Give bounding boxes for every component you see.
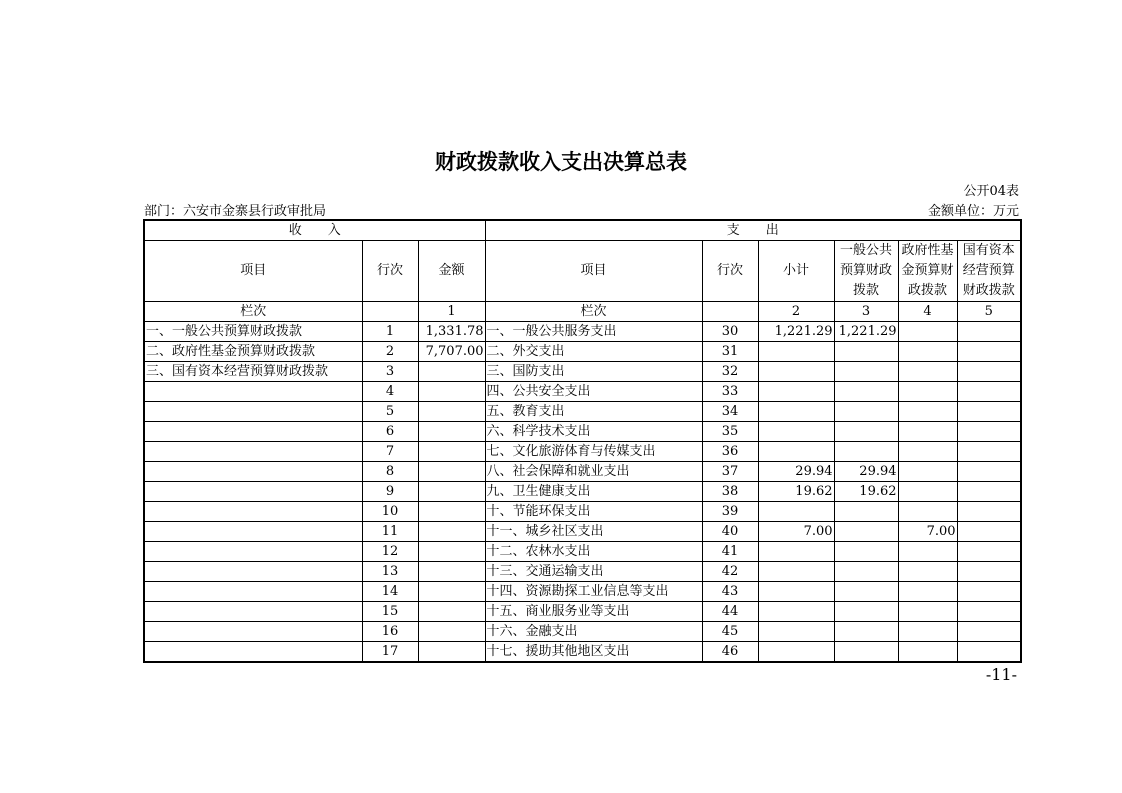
- expense-fund-cell: [898, 602, 957, 622]
- income-amount-cell: 7,707.00: [418, 342, 485, 362]
- expense-subtotal-cell: 1,221.29: [758, 322, 834, 342]
- expense-capital-cell: [957, 642, 1021, 663]
- header-line-no: 行次: [362, 241, 418, 302]
- table-row: [144, 422, 1021, 442]
- income-amount-cell: 1,331.78: [418, 322, 485, 342]
- income-amount-cell: [418, 542, 485, 562]
- income-amount-cell: [418, 642, 485, 663]
- expense-item-cell: 八、社会保障和就业支出: [485, 462, 702, 482]
- expense-item-cell: 十二、农林水支出: [485, 542, 702, 562]
- header-gov-fund: 政府性基金预算财政拨款: [898, 241, 957, 302]
- income-line-no-cell: 7: [362, 442, 418, 462]
- expense-line-no-cell: 33: [702, 382, 758, 402]
- expense-item-cell: 十七、援助其他地区支出: [485, 642, 702, 663]
- income-amount-cell: [418, 402, 485, 422]
- income-amount-cell: [418, 562, 485, 582]
- income-amount-cell: [418, 462, 485, 482]
- expense-general-cell: [834, 402, 898, 422]
- income-line-no-cell: 5: [362, 402, 418, 422]
- table-row: [144, 482, 1021, 502]
- expense-fund-cell: [898, 642, 957, 663]
- income-line-no-cell: 14: [362, 582, 418, 602]
- expense-capital-cell: [957, 362, 1021, 382]
- expense-subtotal-cell: [758, 642, 834, 663]
- column-index-2: 2: [758, 302, 834, 322]
- expense-item-cell: 五、教育支出: [485, 402, 702, 422]
- column-index-empty: [362, 302, 418, 322]
- income-item-cell: 三、国有资本经营预算财政拨款: [144, 362, 362, 382]
- expense-general-cell: [834, 622, 898, 642]
- expense-fund-cell: [898, 462, 957, 482]
- page-title: 财政拨款收入支出决算总表: [435, 150, 687, 174]
- expense-item-cell: 四、公共安全支出: [485, 382, 702, 402]
- income-line-no-cell: 16: [362, 622, 418, 642]
- expense-fund-cell: 7.00: [898, 522, 957, 542]
- expense-subtotal-cell: [758, 342, 834, 362]
- expense-subtotal-cell: [758, 542, 834, 562]
- income-item-cell: [144, 462, 362, 482]
- expense-line-no-cell: 31: [702, 342, 758, 362]
- table-row: [144, 602, 1021, 622]
- unit-label: 金额单位：万元: [927, 204, 1019, 219]
- expense-subtotal-cell: [758, 362, 834, 382]
- income-line-no-cell: 8: [362, 462, 418, 482]
- income-line-no-cell: 17: [362, 642, 418, 663]
- income-line-no-cell: 13: [362, 562, 418, 582]
- income-line-no-cell: 15: [362, 602, 418, 622]
- income-amount-cell: [418, 582, 485, 602]
- expense-capital-cell: [957, 562, 1021, 582]
- expense-line-no-cell: 32: [702, 362, 758, 382]
- table-row: [144, 502, 1021, 522]
- column-index-row: [144, 302, 1021, 322]
- expense-line-no-cell: 44: [702, 602, 758, 622]
- expense-fund-cell: [898, 422, 957, 442]
- income-item-cell: [144, 642, 362, 663]
- income-item-cell: 二、政府性基金预算财政拨款: [144, 342, 362, 362]
- header-state-capital: 国有资本经营预算财政拨款: [957, 241, 1021, 302]
- expense-subtotal-cell: [758, 602, 834, 622]
- column-index-1: 1: [418, 302, 485, 322]
- form-number: 公开04表: [963, 184, 1019, 199]
- income-item-cell: [144, 582, 362, 602]
- income-item-cell: [144, 402, 362, 422]
- expense-capital-cell: [957, 482, 1021, 502]
- expense-item-cell: 十三、交通运输支出: [485, 562, 702, 582]
- expense-fund-cell: [898, 562, 957, 582]
- income-item-cell: [144, 562, 362, 582]
- header-item: 项目: [144, 241, 362, 302]
- expense-general-cell: [834, 502, 898, 522]
- expense-item-cell: 十、节能环保支出: [485, 502, 702, 522]
- income-amount-cell: [418, 422, 485, 442]
- header-amount: 金额: [418, 241, 485, 302]
- header-item-expense: 项目: [485, 241, 702, 302]
- income-item-cell: [144, 522, 362, 542]
- expense-line-no-cell: 45: [702, 622, 758, 642]
- table-row: [144, 342, 1021, 362]
- income-item-cell: [144, 502, 362, 522]
- table-row: [144, 442, 1021, 462]
- section-header-row: [144, 220, 1021, 241]
- income-item-cell: [144, 622, 362, 642]
- expense-general-cell: 29.94: [834, 462, 898, 482]
- column-index-label: 栏次: [144, 302, 362, 322]
- expense-general-cell: [834, 542, 898, 562]
- expense-line-no-cell: 34: [702, 402, 758, 422]
- table-row: [144, 322, 1021, 342]
- expense-subtotal-cell: [758, 422, 834, 442]
- income-line-no-cell: 11: [362, 522, 418, 542]
- expense-subtotal-cell: 7.00: [758, 522, 834, 542]
- expense-item-cell: 六、科学技术支出: [485, 422, 702, 442]
- expense-fund-cell: [898, 622, 957, 642]
- expense-fund-cell: [898, 342, 957, 362]
- expense-line-no-cell: 40: [702, 522, 758, 542]
- income-line-no-cell: 3: [362, 362, 418, 382]
- income-line-no-cell: 9: [362, 482, 418, 502]
- table-row: [144, 542, 1021, 562]
- expense-subtotal-cell: [758, 582, 834, 602]
- column-index-3: 3: [834, 302, 898, 322]
- expense-line-no-cell: 46: [702, 642, 758, 663]
- expense-line-no-cell: 37: [702, 462, 758, 482]
- header-general-budget: 一般公共预算财政拨款: [834, 241, 898, 302]
- expense-item-cell: 十四、资源勘探工业信息等支出: [485, 582, 702, 602]
- table-row: [144, 582, 1021, 602]
- expense-subtotal-cell: 29.94: [758, 462, 834, 482]
- expense-capital-cell: [957, 582, 1021, 602]
- table-row: [144, 382, 1021, 402]
- expense-general-cell: [834, 562, 898, 582]
- expense-general-cell: [834, 382, 898, 402]
- table-row: [144, 622, 1021, 642]
- expense-item-cell: 一、一般公共服务支出: [485, 322, 702, 342]
- expense-line-no-cell: 43: [702, 582, 758, 602]
- expense-fund-cell: [898, 582, 957, 602]
- expense-fund-cell: [898, 442, 957, 462]
- expense-item-cell: 十一、城乡社区支出: [485, 522, 702, 542]
- expense-item-cell: 十六、金融支出: [485, 622, 702, 642]
- income-amount-cell: [418, 602, 485, 622]
- expense-line-no-cell: 41: [702, 542, 758, 562]
- income-amount-cell: [418, 622, 485, 642]
- expense-fund-cell: [898, 502, 957, 522]
- expense-general-cell: [834, 422, 898, 442]
- expense-subtotal-cell: [758, 502, 834, 522]
- expense-capital-cell: [957, 522, 1021, 542]
- column-index-empty-expense: [702, 302, 758, 322]
- table-row: [144, 362, 1021, 382]
- expense-capital-cell: [957, 402, 1021, 422]
- table-row: [144, 402, 1021, 422]
- expense-general-cell: 19.62: [834, 482, 898, 502]
- expense-item-cell: 九、卫生健康支出: [485, 482, 702, 502]
- department-label: 部门：六安市金寨县行政审批局: [144, 204, 327, 219]
- expense-subtotal-cell: [758, 402, 834, 422]
- expense-general-cell: 1,221.29: [834, 322, 898, 342]
- income-item-cell: [144, 482, 362, 502]
- expense-subtotal-cell: [758, 382, 834, 402]
- expense-item-cell: 三、国防支出: [485, 362, 702, 382]
- expense-fund-cell: [898, 482, 957, 502]
- column-index-4: 4: [898, 302, 957, 322]
- expense-general-cell: [834, 342, 898, 362]
- expense-general-cell: [834, 602, 898, 622]
- expense-capital-cell: [957, 342, 1021, 362]
- expense-subtotal-cell: [758, 562, 834, 582]
- income-amount-cell: [418, 362, 485, 382]
- expense-capital-cell: [957, 462, 1021, 482]
- table-row: [144, 522, 1021, 542]
- expense-line-no-cell: 30: [702, 322, 758, 342]
- expense-general-cell: [834, 582, 898, 602]
- income-line-no-cell: 6: [362, 422, 418, 442]
- expense-capital-cell: [957, 602, 1021, 622]
- income-amount-cell: [418, 442, 485, 462]
- header-line-no-expense: 行次: [702, 241, 758, 302]
- expense-general-cell: [834, 522, 898, 542]
- income-item-cell: [144, 422, 362, 442]
- income-amount-cell: [418, 482, 485, 502]
- expense-capital-cell: [957, 442, 1021, 462]
- income-item-cell: [144, 542, 362, 562]
- expense-item-cell: 二、外交支出: [485, 342, 702, 362]
- table-row: [144, 562, 1021, 582]
- expense-item-cell: 十五、商业服务业等支出: [485, 602, 702, 622]
- expense-line-no-cell: 38: [702, 482, 758, 502]
- expense-line-no-cell: 35: [702, 422, 758, 442]
- expense-fund-cell: [898, 322, 957, 342]
- header-subtotal: 小计: [758, 241, 834, 302]
- expense-capital-cell: [957, 502, 1021, 522]
- expense-line-no-cell: 39: [702, 502, 758, 522]
- section-income: 收 入: [144, 220, 485, 241]
- expense-fund-cell: [898, 382, 957, 402]
- expense-fund-cell: [898, 542, 957, 562]
- income-item-cell: [144, 442, 362, 462]
- expense-subtotal-cell: [758, 622, 834, 642]
- table-row: [144, 462, 1021, 482]
- income-item-cell: [144, 382, 362, 402]
- income-item-cell: [144, 602, 362, 622]
- expense-item-cell: 七、文化旅游体育与传媒支出: [485, 442, 702, 462]
- income-line-no-cell: 12: [362, 542, 418, 562]
- expense-general-cell: [834, 642, 898, 663]
- budget-table: [143, 219, 1022, 663]
- income-amount-cell: [418, 502, 485, 522]
- expense-general-cell: [834, 362, 898, 382]
- expense-subtotal-cell: [758, 442, 834, 462]
- expense-capital-cell: [957, 542, 1021, 562]
- expense-fund-cell: [898, 362, 957, 382]
- column-index-label-expense: 栏次: [485, 302, 702, 322]
- section-expense: 支 出: [485, 220, 1021, 241]
- income-line-no-cell: 10: [362, 502, 418, 522]
- column-header-row: [144, 241, 1021, 302]
- expense-capital-cell: [957, 382, 1021, 402]
- expense-capital-cell: [957, 622, 1021, 642]
- expense-fund-cell: [898, 402, 957, 422]
- table-row: [144, 642, 1021, 663]
- income-item-cell: 一、一般公共预算财政拨款: [144, 322, 362, 342]
- expense-capital-cell: [957, 322, 1021, 342]
- page-number: -11-: [985, 665, 1017, 684]
- expense-general-cell: [834, 442, 898, 462]
- income-line-no-cell: 1: [362, 322, 418, 342]
- expense-line-no-cell: 42: [702, 562, 758, 582]
- income-line-no-cell: 4: [362, 382, 418, 402]
- expense-subtotal-cell: 19.62: [758, 482, 834, 502]
- income-line-no-cell: 2: [362, 342, 418, 362]
- expense-line-no-cell: 36: [702, 442, 758, 462]
- income-amount-cell: [418, 522, 485, 542]
- column-index-5: 5: [957, 302, 1021, 322]
- expense-capital-cell: [957, 422, 1021, 442]
- income-amount-cell: [418, 382, 485, 402]
